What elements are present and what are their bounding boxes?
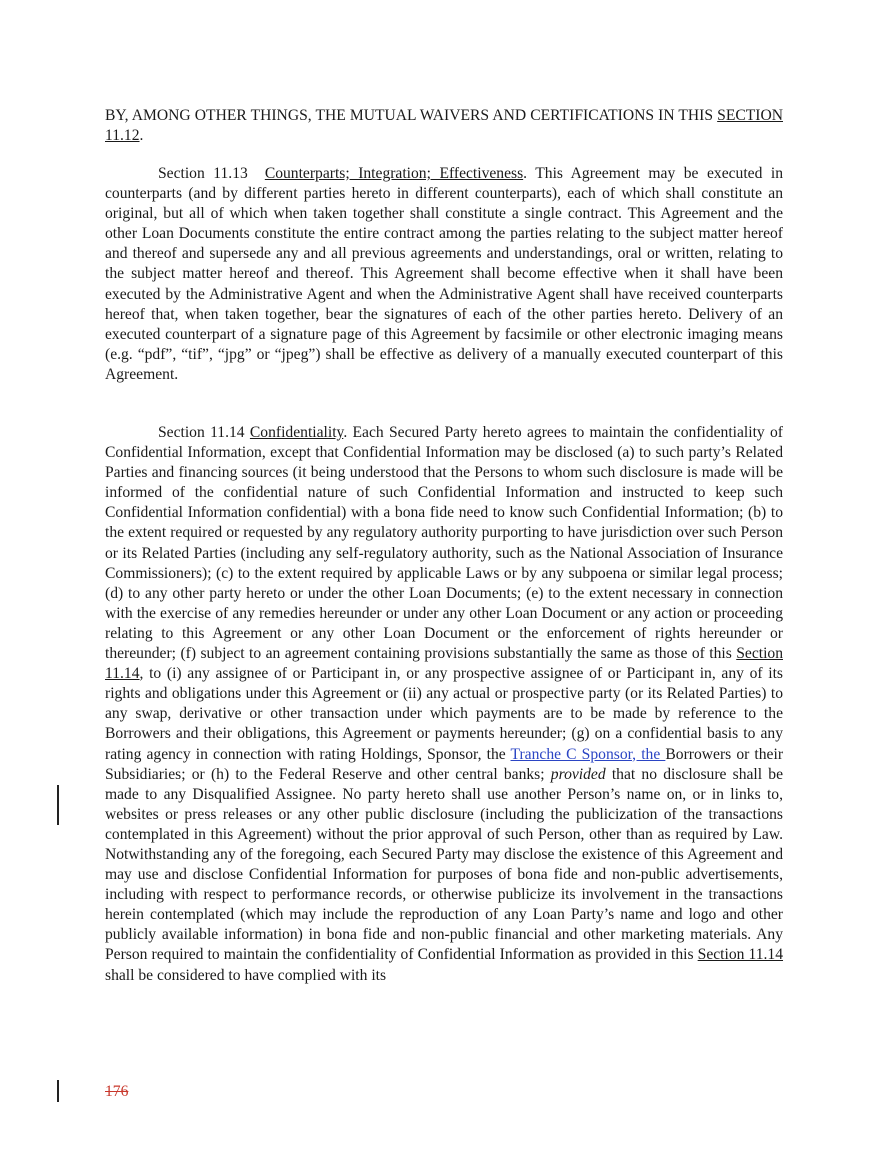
section-number: Section 11.14 [158, 424, 245, 441]
section-reference: SECTION 11.12 [105, 107, 783, 145]
section-reference: Section 11.14 [697, 946, 784, 964]
section-heading: Counterparts; Integration; Effectiveness [264, 165, 524, 182]
section-number: Section 11.13 [158, 165, 248, 182]
section-body: . This Agreement may be executed in counterparts (and by different parties hereto in different counterparts), each of which shall constitute an original, but all of which when taken together shall constitute a single contract. This Agreement and the other Loan Documents constitute the entire contract among the parties relating to the subject matter hereof and thereof and supersede any and all previous agreements and understandings, oral or written, relating to the subject matter hereof and thereof. This Agreement shall become effective when it shall have been executed by the Administrative Agent and when the Administrative Agent shall have received counterparts hereof that, when taken together, bear the signatures of each of the other parties hereto. Delivery of an executed counterpart of a signature page of this Agreement by facsimile or other electronic imaging means (e.g. “pdf”, “tif”, “jpg” or “jpeg”) shall be effective as delivery of a manually executed counterpart of this Agreement. [105, 165, 784, 383]
paragraph-waiver-tail: BY, AMONG OTHER THINGS, THE MUTUAL WAIVERS AND CERTIFICATIONS IN THIS SECTION 11.12. [105, 107, 783, 145]
provided-italic: provided [550, 765, 606, 783]
waiver-text: BY, AMONG OTHER THINGS, THE MUTUAL WAIVERS AND CERTIFICATIONS IN THIS [105, 107, 718, 124]
section-reference: Section 11.14 [105, 645, 783, 683]
inserted-revision-text: Tranche C Sponsor, the [510, 745, 666, 763]
paragraph-section-11-13 [105, 164, 783, 385]
paragraph-section-11-14: Section 11.14 Confidentiality. Each Secured Party hereto agrees to maintain the confidentiality of Confidential Information, except that Confidential Information may be disclosed (a) to such party’s Related Parties and financing sources (it being understood that the Persons to whom such disclosure is made will be informed of the confidential nature of such Confidential Information and instructed to keep such Confidential Information confidential) with a bona fide need to know such Confidential Information; (b) to the extent required or requested by any regulatory authority purporting to have jurisdiction over such Person or its Related Parties (including any self-regulatory authority, such as the National Association of Insurance Commissioners); (c) to the extent required by applicable Laws or by any subpoena or similar legal process; (d) to any other party hereto or under the other Loan Documents; (e) to the extent necessary in connection with the exercise of any remedies hereunder or under any other Loan Document or any action or proceeding relating to this Agreement or any other Loan Document or the enforcement of rights hereunder or thereunder; (f) subject to an agreement containing provisions substantially the same as those of this Section 11.14, to (i) any assignee of or Participant in, or any prospective assignee of or Participant in, any of its rights and obligations under this Agreement or (ii) any actual or prospective party (or its Related Parties) to any swap, derivative or other transaction under which payments are to be made by reference to the Borrowers and their obligations, this Agreement or payments hereunder; (g) on a confidential basis to any rating agency in connection with rating Holdings, Sponsor, the Tranche C Sponsor, the Borrowers or their Subsidiaries; or (h) to the Federal Reserve and other central banks; provided that no disclosure shall be made to any Disqualified Assignee. No party hereto shall use another Person’s name on, or in links to, websites or press releases or any other public disclosure (including the publicization of the transactions contemplated in this Agreement) without the prior approval of such Person, other than as required by Law. Notwithstanding any of the foregoing, each Secured Party may disclose the existence of this Agreement and may use and disclose Confidential Information for purposes of bona fide and non-public advertisements, including with respect to performance records, or otherwise publicize its involvement in the transactions herein contemplated (which may include the reproduction of any Loan Party’s name and logo and other publicly available information) in bona fide and non-public financial and other marketing materials. Any Person required to maintain the confidentiality of Confidential Information as provided in this Section 11.14 shall be considered to have complied with its [105, 424, 784, 984]
revision-change-bar [57, 785, 59, 825]
page-number: 176 [105, 1083, 129, 1100]
section-body: . Each Secured Party hereto agrees to maintain the confidentiality of Confidential Information, except that Confidential Information may be disclosed (a) to such party’s Related Parties and financing sources (it being understood that the Persons to whom such disclosure is made will be informed of the confidential nature of such Confidential Information and instructed to keep such Confidential Information confidential) with a bona fide need to know such Confidential Information; (b) to the extent required or requested by any regulatory authority purporting to have jurisdiction over such Person or its Related Parties (including any self-regulatory authority, such as the National Association of Insurance Commissioners); (c) to the extent required by applicable Laws or by any subpoena or similar legal process; (d) to any other party hereto or under the other Loan Documents; (e) to the extent necessary in connection with the exercise of any remedies hereunder or under any other Loan Document or any action or proceeding relating to this Agreement or any other Loan Document or the enforcement of rights hereunder or thereunder; (f) subject to an agreement containing provisions substantially the same as those of this [105, 424, 783, 663]
revision-change-bar [57, 1080, 59, 1102]
section-heading: Confidentiality [249, 424, 344, 441]
